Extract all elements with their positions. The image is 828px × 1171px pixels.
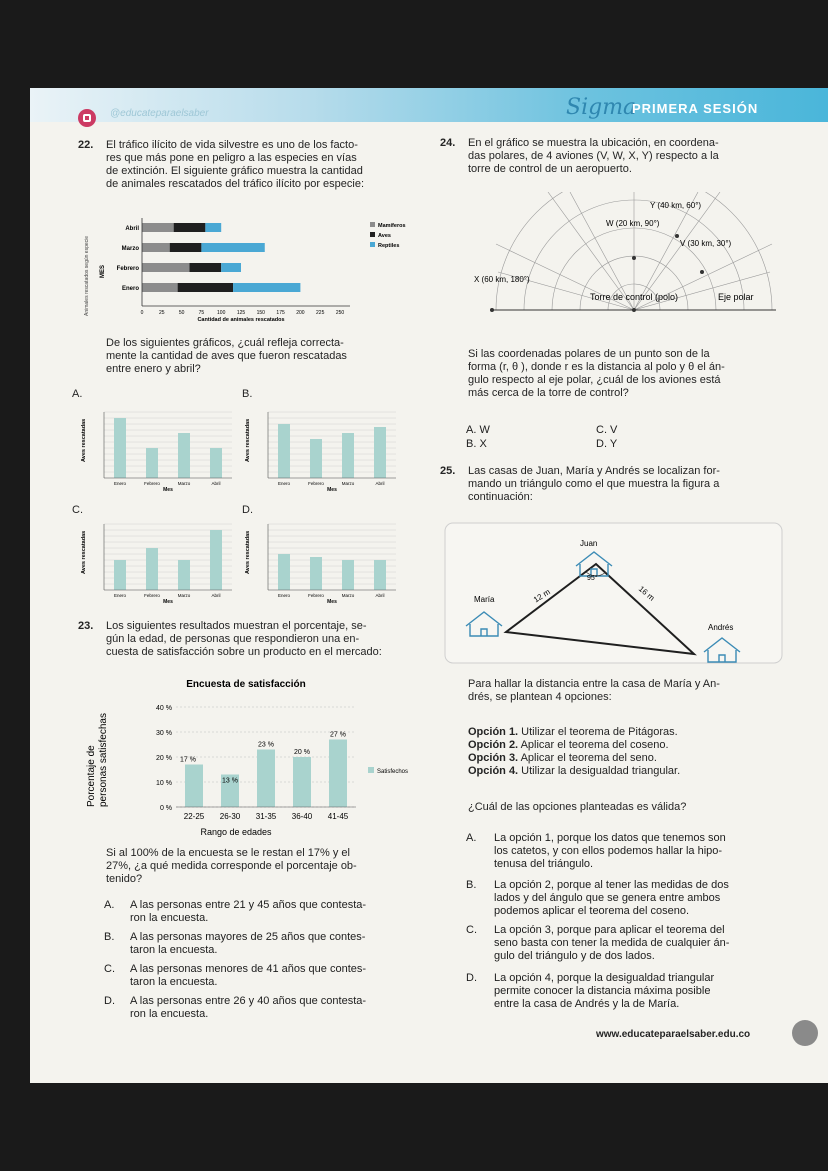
option-a-chart <box>78 406 238 494</box>
option-x-tick: Abril <box>375 481 385 486</box>
survey-bar <box>329 740 347 808</box>
q22-text: El tráfico ilícito de vida silvestre es uno de los facto- res que más pone en peligro a las especies en vías de extinción. El siguiente gráfico muestra la cantidad de animales rescatados del tráfico ilícito por especie: <box>106 139 365 190</box>
q24-option-c[interactable]: C. V <box>596 424 618 436</box>
main-category-label: Marzo <box>121 246 139 252</box>
option-c-chart <box>78 518 238 606</box>
main-x-tick: 125 <box>236 310 246 316</box>
option-bar <box>278 424 290 478</box>
survey-data-label: 27 % <box>330 731 346 739</box>
option-bar <box>342 433 354 478</box>
polar-axis-label: Eje polar <box>718 292 754 302</box>
option-ylabel: Aves rescatadas <box>81 530 87 574</box>
survey-legend-swatch <box>368 767 374 773</box>
option-bar <box>146 548 158 590</box>
exam-page <box>30 88 828 1083</box>
q23-option-a[interactable]: A las personas entre 21 y 45 años que contesta- ron la encuesta. <box>130 899 367 924</box>
option-bar <box>374 427 386 478</box>
q25-answer-a-letter[interactable]: A. <box>466 832 477 844</box>
q23-text: Los siguientes resultados muestran el porcentaje, se- gún la edad, de personas que respondieron una en- cuesta de satisfacción sobre un producto en el mercado: <box>106 620 382 658</box>
survey-x-tick: 36-40 <box>291 812 313 821</box>
q24-question: Si las coordenadas polares de un punto son de la forma (r, θ ), donde r es la distancia al polo y θ el án- gulo respecto al eje polar, ¿cuál de los aviones está más cerca de la torre de control? <box>468 348 725 399</box>
q23-option-c-letter[interactable]: C. <box>104 963 115 975</box>
main-legend-label: Mamíferos <box>378 223 406 229</box>
survey-title: Encuesta de satisfacción <box>186 679 306 690</box>
main-category-label: Enero <box>121 286 139 292</box>
main-legend-swatch <box>370 242 375 247</box>
main-category-label: Febrero <box>116 266 139 272</box>
main-bar <box>142 223 174 232</box>
label-juan: Juan <box>580 539 598 548</box>
survey-y-tick: 30 % <box>156 730 172 737</box>
option-x-tick: Febrero <box>308 481 324 486</box>
option-x-tick: Marzo <box>177 481 191 486</box>
option-x-tick: Enero <box>113 481 127 486</box>
survey-data-label: 13 % <box>222 777 238 785</box>
q25-text: Las casas de Juan, María y Andrés se localizan for- mando un triángulo como el que muestra la figura a continuación: <box>468 465 720 503</box>
option-bar <box>374 560 386 590</box>
survey-bar <box>185 765 203 808</box>
main-bar <box>233 283 300 292</box>
main-x-tick: 100 <box>217 310 226 316</box>
q23-option-d[interactable]: A las personas entre 26 y 40 años que contesta- ron la encuesta. <box>130 995 367 1020</box>
main-bar <box>201 243 264 252</box>
survey-ylabel-line2: personas satisfechas <box>98 713 109 807</box>
main-bar <box>170 243 202 252</box>
q23-question: Si al 100% de la encuesta se le restan el 17% y el 27%, ¿a qué medida corresponde el porcentaje ob- tenido? <box>106 847 357 885</box>
survey-y-tick: 10 % <box>156 780 172 787</box>
option-x-tick: Febrero <box>144 593 160 598</box>
option-x-tick: Enero <box>113 593 127 598</box>
label-side-16: 16 m <box>636 584 657 603</box>
q25-question: ¿Cuál de las opciones planteadas es válida? <box>468 801 687 813</box>
footer-url[interactable]: www.educateparaelsaber.edu.co <box>596 1029 751 1040</box>
main-bar <box>174 223 206 232</box>
option-ylabel: Aves rescatadas <box>81 418 87 462</box>
main-ylabel-extra: Animales rescatados según especie <box>84 235 90 316</box>
brand-logo: Sigma <box>566 95 637 120</box>
label-y: Y (40 km, 60°) <box>650 201 702 210</box>
option-bar <box>310 557 322 590</box>
q22-option-c-letter: C. <box>72 504 83 516</box>
label-v: V (30 km, 30°) <box>680 239 732 248</box>
survey-x-tick: 26-30 <box>219 812 241 821</box>
option-d-chart <box>242 518 402 606</box>
option-bar <box>178 560 190 590</box>
q23-option-b[interactable]: A las personas mayores de 25 años que contes- taron la encuesta. <box>130 931 366 956</box>
label-andres: Andrés <box>708 623 734 632</box>
label-angle: 95° <box>587 575 598 582</box>
q25-answer-a[interactable]: La opción 1, porque los datos que tenemos son los catetos, y con ellos podemos hallar la hipo- tenusa del triángulo. <box>494 832 726 870</box>
main-ylabel: MES <box>100 264 106 278</box>
point-w <box>632 256 636 260</box>
label-side-12: 12 m <box>531 587 552 605</box>
q25-answer-c[interactable]: La opción 3, porque para aplicar el teorema del seno basta con tener la medida de cualquier án- gulo del triángulo y de dos lados. <box>494 924 730 962</box>
main-x-tick: 225 <box>316 310 325 316</box>
option-ylabel: Aves rescatadas <box>245 418 251 462</box>
survey-x-tick: 22-25 <box>183 812 205 821</box>
main-xlabel: Cantidad de animales rescatados <box>197 317 285 323</box>
q25-answer-b-letter[interactable]: B. <box>466 879 477 891</box>
option-bar <box>210 448 222 478</box>
survey-ylabel-line1: Porcentaje de <box>86 745 97 807</box>
main-x-tick: 25 <box>159 310 165 316</box>
q23-number: 23. <box>78 620 94 632</box>
option-x-tick: Abril <box>211 481 221 486</box>
q25-answer-c-letter[interactable]: C. <box>466 924 477 936</box>
main-x-tick: 0 <box>140 310 144 316</box>
polar-diagram <box>470 192 780 322</box>
survey-y-tick: 40 % <box>156 705 172 712</box>
point-x <box>490 308 494 312</box>
main-legend-label: Aves <box>378 233 391 239</box>
main-bar <box>205 223 221 232</box>
q22-option-d-letter: D. <box>242 504 253 516</box>
option-x-tick: Enero <box>277 481 291 486</box>
main-bar <box>142 243 170 252</box>
option-bar <box>114 560 126 590</box>
option-x-tick: Febrero <box>144 481 160 486</box>
q22-number: 22. <box>78 139 94 151</box>
option-bar <box>114 418 126 478</box>
q25-answer-d[interactable]: La opción 4, porque la desigualdad triangular permite conocer la distancia máxima posible entre la casa de Andrés y la de María. <box>494 972 715 1010</box>
q23-option-d-letter[interactable]: D. <box>104 995 115 1007</box>
q25-intro: Para hallar la distancia entre la casa de María y An- drés, se plantean 4 opciones: <box>468 678 720 703</box>
session-label: PRIMERA SESIÓN <box>632 101 759 116</box>
survey-bar <box>293 757 311 807</box>
q25-answer-b[interactable]: La opción 2, porque al tener las medidas de dos lados y del ángulo que se genera entre ambos podemos aplicar el teorema del coseno. <box>494 879 729 917</box>
q25-number: 25. <box>440 465 456 477</box>
q24-text: En el gráfico se muestra la ubicación, en coordena- das polares, de 4 aviones (V, W, X, Y) respecto a la torre de control de un aeropuerto. <box>468 137 719 175</box>
option-x-tick: Marzo <box>177 593 191 598</box>
option-x-tick: Febrero <box>308 593 324 598</box>
survey-data-label: 17 % <box>180 756 196 764</box>
main-bar <box>190 263 222 272</box>
survey-bar-chart <box>80 673 410 843</box>
pole-point <box>632 308 636 312</box>
q24-option-b[interactable]: B. X <box>466 438 487 450</box>
survey-y-tick: 20 % <box>156 755 172 762</box>
main-x-tick: 75 <box>198 310 205 316</box>
main-x-tick: 150 <box>256 310 265 316</box>
main-x-tick: 175 <box>276 310 285 316</box>
main-x-tick: 50 <box>178 310 185 316</box>
survey-x-tick: 41-45 <box>327 812 349 821</box>
option-x-tick: Abril <box>375 593 385 598</box>
option-xlabel: Mes <box>327 599 337 605</box>
q24-option-a[interactable]: A. W <box>466 424 490 436</box>
q23-option-a-letter[interactable]: A. <box>104 899 115 911</box>
option-x-tick: Marzo <box>341 593 355 598</box>
main-legend-label: Reptiles <box>378 243 400 249</box>
main-bar <box>221 263 241 272</box>
option-bar <box>178 433 190 478</box>
q24-option-d[interactable]: D. Y <box>596 438 618 450</box>
q23-option-c[interactable]: A las personas menores de 41 años que contes- taron la encuesta. <box>130 963 367 988</box>
q24-number: 24. <box>440 137 456 149</box>
instagram-icon <box>78 109 96 127</box>
q22-option-b-letter: B. <box>242 388 253 400</box>
main-legend-swatch <box>370 222 375 227</box>
q22-option-a-letter: A. <box>72 388 83 400</box>
option-x-tick: Enero <box>277 593 291 598</box>
label-x: X (60 km, 180°) <box>474 275 530 284</box>
option-b-chart <box>242 406 402 494</box>
label-w: W (20 km, 90°) <box>606 219 660 228</box>
option-ylabel: Aves rescatadas <box>245 530 251 574</box>
option-bar <box>342 560 354 590</box>
option-xlabel: Mes <box>327 487 337 493</box>
header-handle: @educateparaelsaber <box>110 108 209 119</box>
main-category-label: Abril <box>125 226 139 232</box>
pole-label: Torre de control (polo) <box>590 292 679 302</box>
survey-y-tick: 0 % <box>159 805 172 812</box>
main-x-tick: 200 <box>296 310 305 316</box>
survey-data-label: 20 % <box>294 749 310 756</box>
option-xlabel: Mes <box>163 487 173 493</box>
option-xlabel: Mes <box>163 599 173 605</box>
page-corner-badge <box>792 1020 818 1046</box>
survey-x-tick: 31-35 <box>255 812 277 821</box>
main-bar <box>142 283 178 292</box>
main-legend-swatch <box>370 232 375 237</box>
triangle-figure <box>444 522 784 664</box>
option-bar <box>310 439 322 478</box>
q25-options-list: Opción 1. Utilizar el teorema de Pitágoras. Opción 2. Aplicar el teorema del coseno. Opción 3. Aplicar el teorema del seno. Opción 4. Utilizar la desigualdad triangular. <box>468 726 681 777</box>
survey-bar <box>257 750 275 808</box>
option-x-tick: Abril <box>211 593 221 598</box>
point-y <box>675 234 679 238</box>
main-bar <box>142 263 190 272</box>
option-bar <box>278 554 290 590</box>
label-maria: María <box>474 595 495 604</box>
point-v <box>700 270 704 274</box>
option-bar <box>146 448 158 478</box>
q22-question: De los siguientes gráficos, ¿cuál refleja correcta- mente la cantidad de aves que fueron rescatadas entre enero y abril? <box>106 337 347 375</box>
main-bar <box>178 283 233 292</box>
survey-data-label: 23 % <box>258 741 274 749</box>
q23-option-b-letter[interactable]: B. <box>104 931 115 943</box>
survey-xlabel: Rango de edades <box>200 827 272 837</box>
option-bar <box>210 530 222 590</box>
rescue-stacked-bar-chart <box>78 216 408 326</box>
option-x-tick: Marzo <box>341 481 355 486</box>
survey-legend-label: Satisfechos <box>377 769 409 775</box>
q25-answer-d-letter[interactable]: D. <box>466 972 477 984</box>
main-x-tick: 250 <box>335 310 345 316</box>
